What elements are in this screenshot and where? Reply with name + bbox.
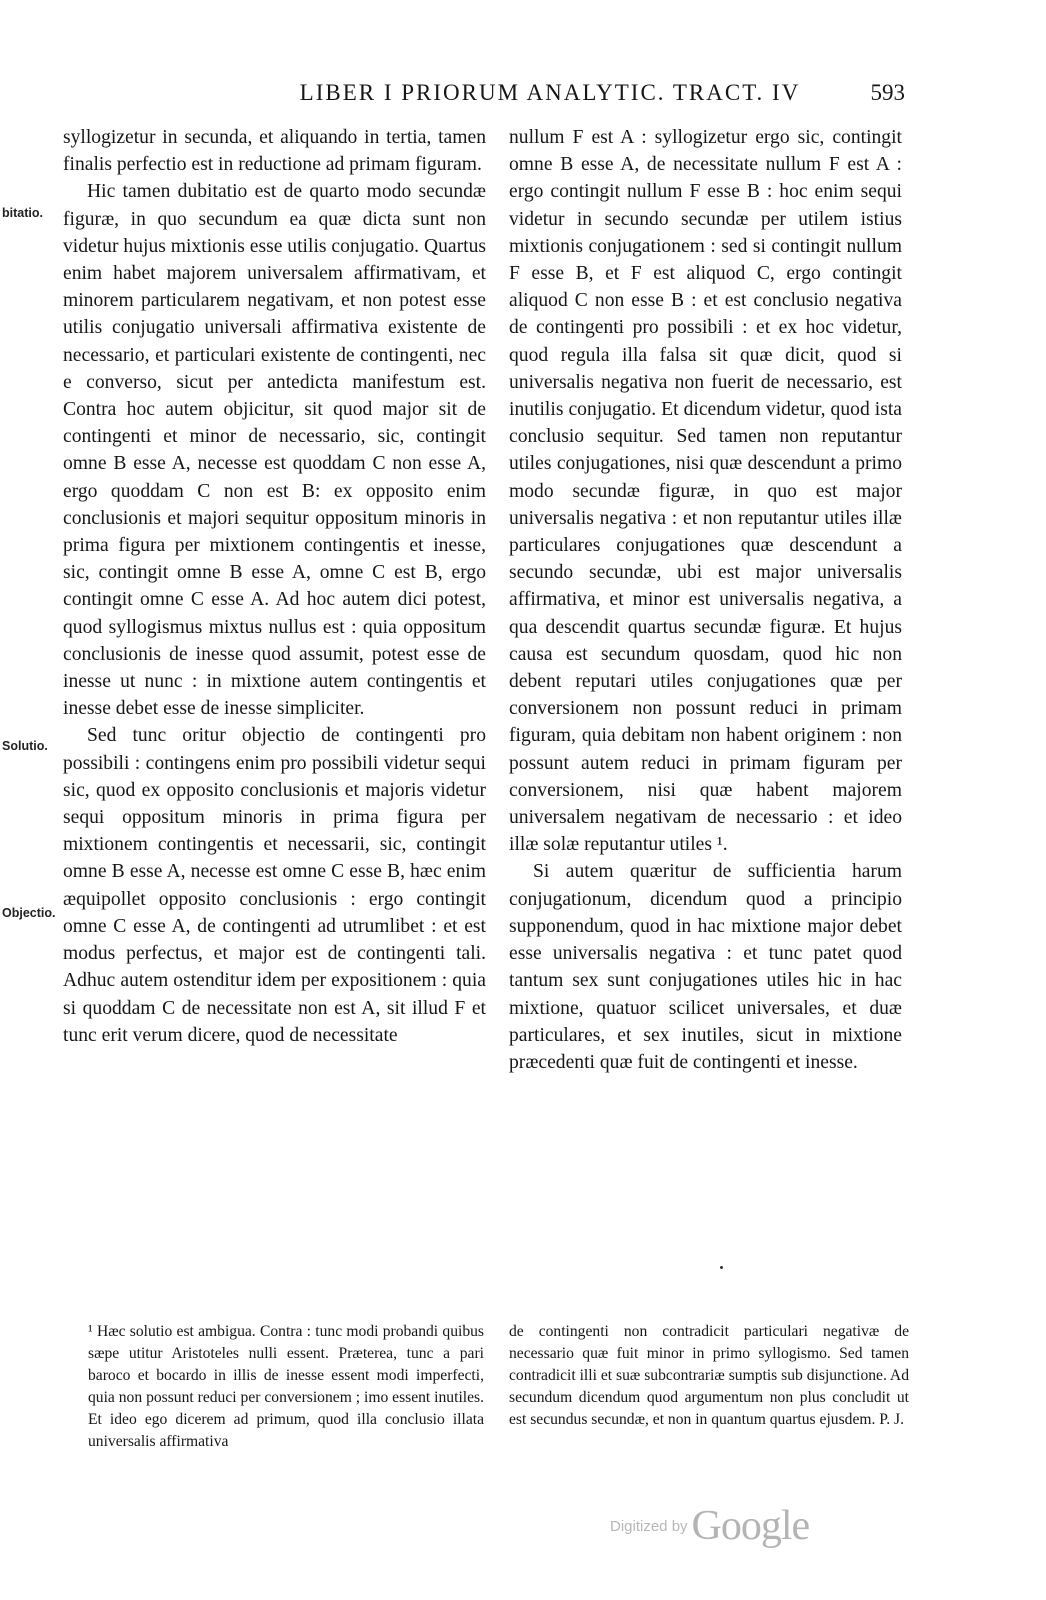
- page-number: 593: [870, 80, 905, 105]
- google-watermark: [610, 1502, 830, 1547]
- running-title: LIBER I PRIORUM ANALYTIC. TRACT. IV: [299, 80, 801, 105]
- right-paragraph-1: nullum F est A : syllogizetur ergo sic, contingit omne B esse A, de necessitate nullum F est A : ergo contingit nullum F esse B : hoc enim sequi videtur in secundo secundæ per utilem istius mixtionis conjugationem : sed si contingit nullum F esse B, et F est aliquod C, ergo contingit aliquod C non esse B : et est conclusio negativa de contingenti pro possibili : et ex hoc videtur, quod regula illa falsa sit quæ dicit, quod si universalis negativa non fuerit de necessario, est inutilis conjugatio. Et dicendum videtur, quod ista conclusio sequitur. Sed tamen non reputantur utiles conjugationes, nisi quæ descendunt a primo modo secundæ figuræ, in quo est major universalis negativa : et non reputantur utiles illæ particulares conjugationes quæ descendunt a secundo secundæ, ubi est major universalis affirmativa, et minor est universalis negativa, a qua descendit quartus secundæ figuræ. Et hujus causa est secundum quosdam, quod hic non debent reputari utiles conjugationes quæ per conversionem non possunt reduci in primam figuram, quia debitam non habent originem : non possunt autem reduci in primam figuram per conversionem, nisi quæ habent majorem universalem negativam de necessario : et ideo illæ solæ reputantur utiles ¹.: [509, 127, 902, 856]
- margin-note-objectio: Objectio.: [2, 906, 56, 920]
- left-paragraph-2: Hic tamen dubitatio est de quarto modo secundæ figuræ, in quo secundum ea quæ dicta sunt non videtur hujus mixtionis esse utilis conjugatio. Quartus enim habet majorem universalem affirmativam, et minorem particularem negativam, et non potest esse utilis conjugatio universali affirmativa existente de necessario, et particulari existente de contingenti, nec e converso, sicut per antedicta manifestum est. Contra hoc autem objicitur, sit quod major sit de contingenti et minor de necessario, sic, contingit omne B esse A, necesse est quoddam C non esse A, ergo quoddam C non est B: ex opposito enim conclusionis et majori sequitur oppositum minoris in prima figura per mixtionem contingentis et inesse, sic, contingit omne B esse A, omne C est B, ergo contingit omne C esse A. Ad hoc autem dici potest, quod syllogismus mixtus nullus est : quia oppositum conclusionis de inesse quod assumit, potest esse de inesse ut nunc : in mixtione autem contingentis et inesse debet esse de inesse simpliciter.: [63, 181, 486, 720]
- watermark-prefix: Digitized by: [610, 1518, 688, 1535]
- right-paragraph-2: Si autem quæritur de sufficientia harum conjugationum, dicendum quod a principio supponendum, quod in hac mixtione major debet esse universalis negativa : et tunc patet quod tantum sex sunt conjugationes utiles hic in hac mixtione, quatuor scilicet universales, et duæ particulares, et sex inutiles, sicut in mixtione præcedenti quæ fuit de contingenti et inesse.: [509, 861, 902, 1073]
- left-text-column: [63, 124, 486, 1049]
- margin-note-dubitatio: bitatio.: [2, 206, 43, 220]
- google-logo: Google: [691, 1503, 810, 1549]
- footnote-left-text: ¹ Hæc solutio est ambigua. Contra : tunc modi probandi quibus sæpe utitur Aristoteles nulli essent. Præterea, tunc a pari baroco et bocardo in illis de inesse essent modi imperfecti, quia non possunt reduci per conversionem ; imo essent inutiles. Et ideo ego dicerem ad primum, quod illa conclusio illata universalis affirmativa: [88, 1323, 484, 1450]
- ink-dot: [720, 1266, 723, 1269]
- footnote-left: [88, 1321, 484, 1453]
- right-text-column: [509, 124, 902, 1076]
- footnote-right: [509, 1321, 909, 1431]
- margin-note-solutio: Solutio.: [2, 739, 48, 753]
- footnote-right-text: de contingenti non contradicit particulari negativæ de necessario quæ fuit minor in primo syllogismo. Sed tamen contradicit illi et suæ subcontrariæ sumptis sub disjunctione. Ad secundum dicendum quod argumentum non plus concludit ut est secundus secundæ, et non in quantum quartus ejusdem. P. J.: [509, 1323, 909, 1428]
- left-paragraph-3: Sed tunc oritur objectio de contingenti pro possibili : contingens enim pro possibili videtur sequi sic, quod ex opposito conclusionis et majoris videtur sequi oppositum minoris in prima figura per mixtionem contingentis et necessarii, sic, contingit omne B esse A, necesse est omne C esse B, hæc enim æquipollet opposito conclusionis : ergo contingit omne C esse A, de contingenti ad utrumlibet : et est modus perfectus, et major est de contingenti tali. Adhuc autem ostenditur idem per expositionem : quia si quoddam C de necessitate non est A, sit illud F et tunc erit verum dicere, quod de necessitate: [63, 725, 486, 1046]
- left-paragraph-1: syllogizetur in secunda, et aliquando in tertia, tamen finalis perfectio est in reductione ad primam figuram.: [63, 127, 486, 176]
